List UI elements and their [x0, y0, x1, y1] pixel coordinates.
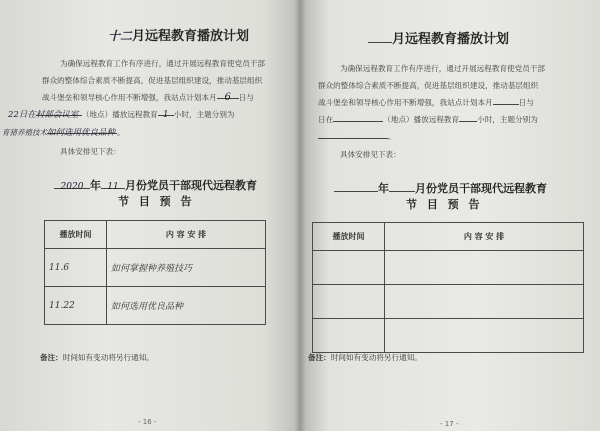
title-text: 月远程教育播放计划 [132, 29, 250, 44]
program-preview-heading: 节 目 预 告 [118, 195, 195, 208]
row-time: 11.22 [45, 287, 107, 325]
day-1-handwritten: 6 [224, 92, 231, 103]
hours-handwritten: 1 [162, 110, 169, 120]
para-line-3: 战斗堡垒和领导核心作用不断增强，我站点计划本月 6 日与 [42, 89, 254, 106]
row-content: 如何掌握种养殖技巧 [107, 249, 266, 287]
left-page-title [108, 25, 249, 44]
schedule-table [44, 220, 266, 325]
intro-line: 具体安排见下表： [60, 147, 121, 156]
para-line-2: 群众的整体综合素质不断提高，促进基层组织建设，推动基层组织 [318, 81, 539, 90]
day-2-handwritten: 22日在 [8, 110, 36, 120]
table-row [313, 285, 584, 319]
year-handwritten: 2020 [60, 182, 84, 192]
topic-2-handwritten: 如何选用优良品种 [47, 128, 116, 138]
title-month-handwritten: 十二 [108, 29, 133, 43]
col-header-time: 播放时间 [45, 221, 107, 249]
table-row [45, 287, 266, 325]
para-line-5: 育猪养殖技术如何选用优良品种 。 [2, 124, 125, 141]
row-time: 11.6 [45, 249, 107, 287]
month-handwritten: 11 [107, 182, 119, 192]
para-line-3: 战斗堡垒和领导核心作用不断增强，我站点计划本月 日与 [318, 94, 534, 111]
col-header-time: 播放时间 [313, 223, 385, 251]
program-subtitle: 2020 年 11 月份党员干部现代远程教育 [54, 177, 257, 193]
program-subtitle: 年 月份党员干部现代远程教育 [334, 180, 547, 196]
program-preview-heading: 节 目 预 告 [406, 198, 483, 211]
table-row [45, 249, 266, 287]
right-page [300, 0, 600, 431]
note-line: 备注：时间如有变动将另行通知。 [308, 353, 422, 362]
book-gutter [294, 0, 306, 431]
para-line-5: 。 [318, 128, 396, 145]
para-line-1: 为确保远程教育工作有序进行，通过开展远程教育使党员干部 [340, 64, 546, 73]
col-header-content: 内 容 安 排 [385, 223, 584, 251]
topic-1-handwritten: 育猪养殖技术 [2, 128, 47, 137]
schedule-table [312, 222, 584, 353]
page-number: - 17 - [440, 420, 459, 428]
table-row [313, 319, 584, 353]
intro-line: 具体安排见下表： [340, 150, 401, 159]
para-line-4: 22日在村部会议室 （地点）播放远程教育 1 小时，主题分别为 [8, 106, 235, 124]
note-line: 备注：时间如有变动将另行通知。 [40, 353, 154, 362]
para-line-1: 为确保远程教育工作有序进行，通过开展远程教育使党员干部 [60, 59, 266, 68]
right-page-title: 月远程教育播放计划 [368, 28, 509, 47]
col-header-content: 内 容 安 排 [107, 221, 266, 249]
para-line-2: 群众的整体综合素质不断提高，促进基层组织建设，推动基层组织 [42, 76, 263, 85]
page-number: - 16 - [138, 418, 157, 426]
location-handwritten: 村部会议室 [35, 110, 79, 120]
para-line-4: 日在 （地点）播放远程教育 小时，主题分别为 [318, 111, 538, 128]
table-row [313, 251, 584, 285]
row-content: 如何选用优良品种 [107, 287, 266, 325]
